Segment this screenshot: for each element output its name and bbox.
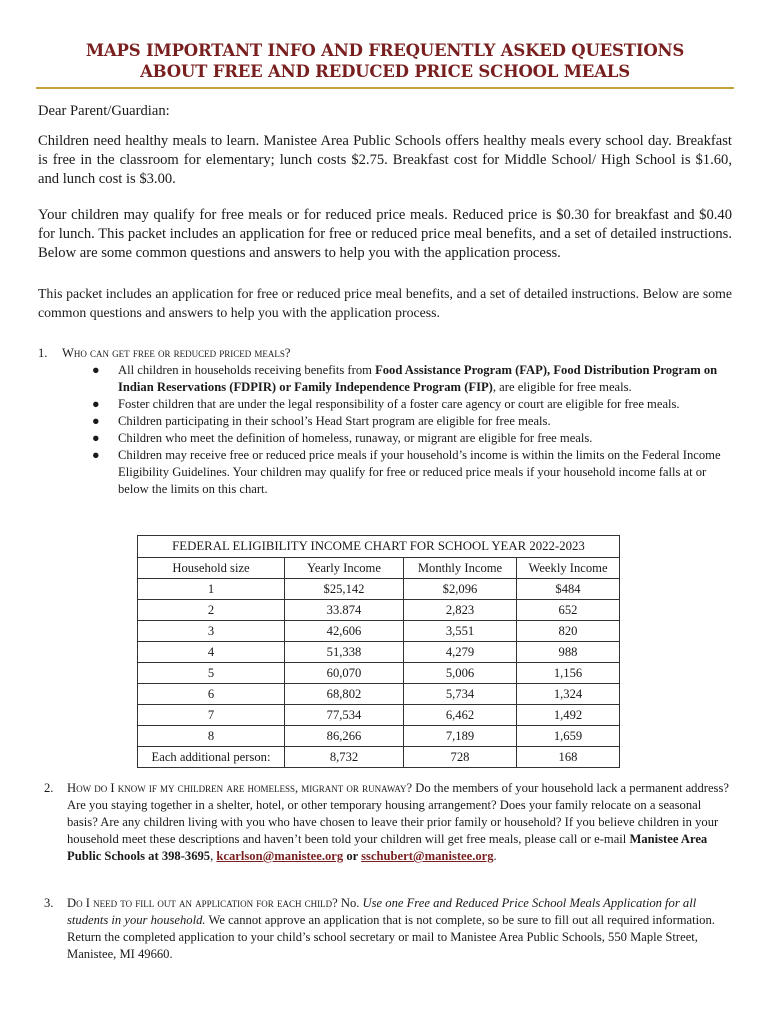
bullet-icon: ● <box>92 448 100 462</box>
table-row <box>138 747 620 768</box>
bullet-icon: ● <box>92 431 100 445</box>
table-cell: 68,802 <box>285 684 404 705</box>
table-cell: 8,732 <box>285 747 404 768</box>
table-row <box>138 663 620 684</box>
intro-paragraph-1: Children need healthy meals to learn. Manistee Area Public Schools offers healthy meals every school day. Breakfast is free in the classroom for elementary; lunch costs $2.75. Breakfast cost for Middle School/ High School is $1.60, and lunch cost is $3.00. <box>38 133 732 187</box>
table-cell: 5 <box>138 663 285 684</box>
list-item: ● Children participating in their school’s Head Start program are eligible for free meals. <box>92 414 551 428</box>
table-cell: 8 <box>138 726 285 747</box>
table-caption: FEDERAL ELIGIBILITY INCOME CHART FOR SCHOOL YEAR 2022-2023 <box>138 536 620 558</box>
table-cell: 4 <box>138 642 285 663</box>
table-cell: 652 <box>517 600 620 621</box>
table-cell: 77,534 <box>285 705 404 726</box>
table-cell: 1,156 <box>517 663 620 684</box>
question-2-number: 2. <box>44 781 54 795</box>
table-cell: 33.874 <box>285 600 404 621</box>
table-cell: 168 <box>517 747 620 768</box>
table-cell: 42,606 <box>285 621 404 642</box>
table-cell: 51,338 <box>285 642 404 663</box>
table-cell: Each additional person: <box>138 747 285 768</box>
column-header: Yearly Income <box>285 558 404 579</box>
question-3-number: 3. <box>44 896 54 910</box>
table-cell: 1,324 <box>517 684 620 705</box>
table-cell: 820 <box>517 621 620 642</box>
intro-paragraph-2: Your children may qualify for free meals or for reduced price meals. Reduced price is $0.30 for breakfast and $0.40 for lunch. This packet includes an application for free or reduced price meal benefits, and a set of detailed instructions. Below are some common questions and answers to help you with the application process. <box>38 207 732 261</box>
email-link-kcarlson[interactable]: kcarlson@manistee.org <box>216 849 344 863</box>
title-divider <box>36 87 734 89</box>
table-row <box>138 705 620 726</box>
table-row <box>138 621 620 642</box>
table-row <box>138 684 620 705</box>
assistance-programs: Food Assistance Program (FAP), Food Distribution Program on Indian Reservations (FDPIR) or Family Independence Program (FIP) <box>118 363 718 394</box>
table-cell: 3,551 <box>404 621 517 642</box>
column-header: Weekly Income <box>517 558 620 579</box>
table-row <box>138 600 620 621</box>
table-cell: 988 <box>517 642 620 663</box>
list-item: ● Foster children that are under the legal responsibility of a foster care agency or court are eligible for free meals. <box>92 397 680 411</box>
question-2-block: How do I know if my children are homeless, migrant or runaway? Do the members of your household lack a permanent address? Are you staying together in a shelter, hotel, or other temporary housing arrangement? Does your family relocate on a seasonal basis? Are any children living with you who have chosen to leave their prior family or household? If you believe children in your household meet these descriptions and haven’t been told your children will get free meals, please call or e-mail Manistee Area Public Schools at 398-3695, kcarlson@manistee.org or sschubert@manistee.org. <box>67 781 729 863</box>
table-cell: 6,462 <box>404 705 517 726</box>
question-3-block: Do I need to fill out an application for each child? No. Use one Free and Reduced Price School Meals Application for all students in your household. We cannot approve an application that is not complete, so be sure to fill out all required information. Return the completed application to your child’s school secretary or mail to Manistee Area Public Schools, 550 Maple Street, Manistee, MI 49660. <box>67 896 715 961</box>
table-cell: 1 <box>138 579 285 600</box>
table-cell: 1,659 <box>517 726 620 747</box>
table-cell: 3 <box>138 621 285 642</box>
bullet-icon: ● <box>92 397 100 411</box>
title-line-2: ABOUT FREE AND REDUCED PRICE SCHOOL MEALS <box>140 62 630 81</box>
table-cell: 5,734 <box>404 684 517 705</box>
question-1-bullet-list <box>92 362 732 498</box>
table-cell: 2,823 <box>404 600 517 621</box>
table-cell: 86,266 <box>285 726 404 747</box>
table-cell: $25,142 <box>285 579 404 600</box>
table-cell: 7,189 <box>404 726 517 747</box>
table-cell: 1,492 <box>517 705 620 726</box>
salutation: Dear Parent/Guardian: <box>38 103 170 119</box>
table-row <box>138 642 620 663</box>
bullet-icon: ● <box>92 363 100 377</box>
column-header: Monthly Income <box>404 558 517 579</box>
intro-paragraph-3: This packet includes an application for free or reduced price meal benefits, and a set of detailed instructions. Below are some common questions and answers to help you with the application process. <box>38 286 732 320</box>
table-header-row <box>138 558 620 579</box>
table-cell: $484 <box>517 579 620 600</box>
question-3-heading: Do I need to fill out an application for each child? <box>67 896 338 910</box>
question-1-heading: Who can get free or reduced priced meals? <box>62 346 291 360</box>
table-cell: 728 <box>404 747 517 768</box>
question-2-heading: How do I know if my children are homeless, migrant or runaway? <box>67 781 413 795</box>
title-line-1: MAPS IMPORTANT INFO AND FREQUENTLY ASKED QUESTIONS <box>85 41 685 60</box>
table-cell: $2,096 <box>404 579 517 600</box>
table-row <box>138 726 620 747</box>
table-cell: 2 <box>138 600 285 621</box>
table-row <box>138 579 620 600</box>
school-phone: Manistee Area Public Schools at 398-3695 <box>67 832 708 863</box>
page-title <box>36 40 734 82</box>
one-application-note: Use one Free and Reduced Price School Meals Application for all students in your household. <box>67 896 697 927</box>
table-cell: 7 <box>138 705 285 726</box>
bullet-icon: ● <box>92 414 100 428</box>
table-cell: 4,279 <box>404 642 517 663</box>
income-eligibility-table <box>137 535 620 768</box>
list-item: ● Children may receive free or reduced price meals if your household’s income is within the limits on the Federal Income Eligibility Guidelines. Your children may qualify for free or reduced price meals if your household income falls at or below the limits on this chart. <box>92 448 721 496</box>
column-header: Household size <box>138 558 285 579</box>
list-item: ● All children in households receiving benefits from Food Assistance Program (FAP), Food Distribution Program on Indian Reservations (FDPIR) or Family Independence Program (FIP), are eligible for free meals. <box>92 363 718 394</box>
table-cell: 6 <box>138 684 285 705</box>
email-link-sschubert[interactable]: sschubert@manistee.org <box>361 849 494 863</box>
table-cell: 60,070 <box>285 663 404 684</box>
table-cell: 5,006 <box>404 663 517 684</box>
question-1-number: 1. <box>38 346 48 360</box>
list-item: ● Children who meet the definition of homeless, runaway, or migrant are eligible for free meals. <box>92 431 593 445</box>
